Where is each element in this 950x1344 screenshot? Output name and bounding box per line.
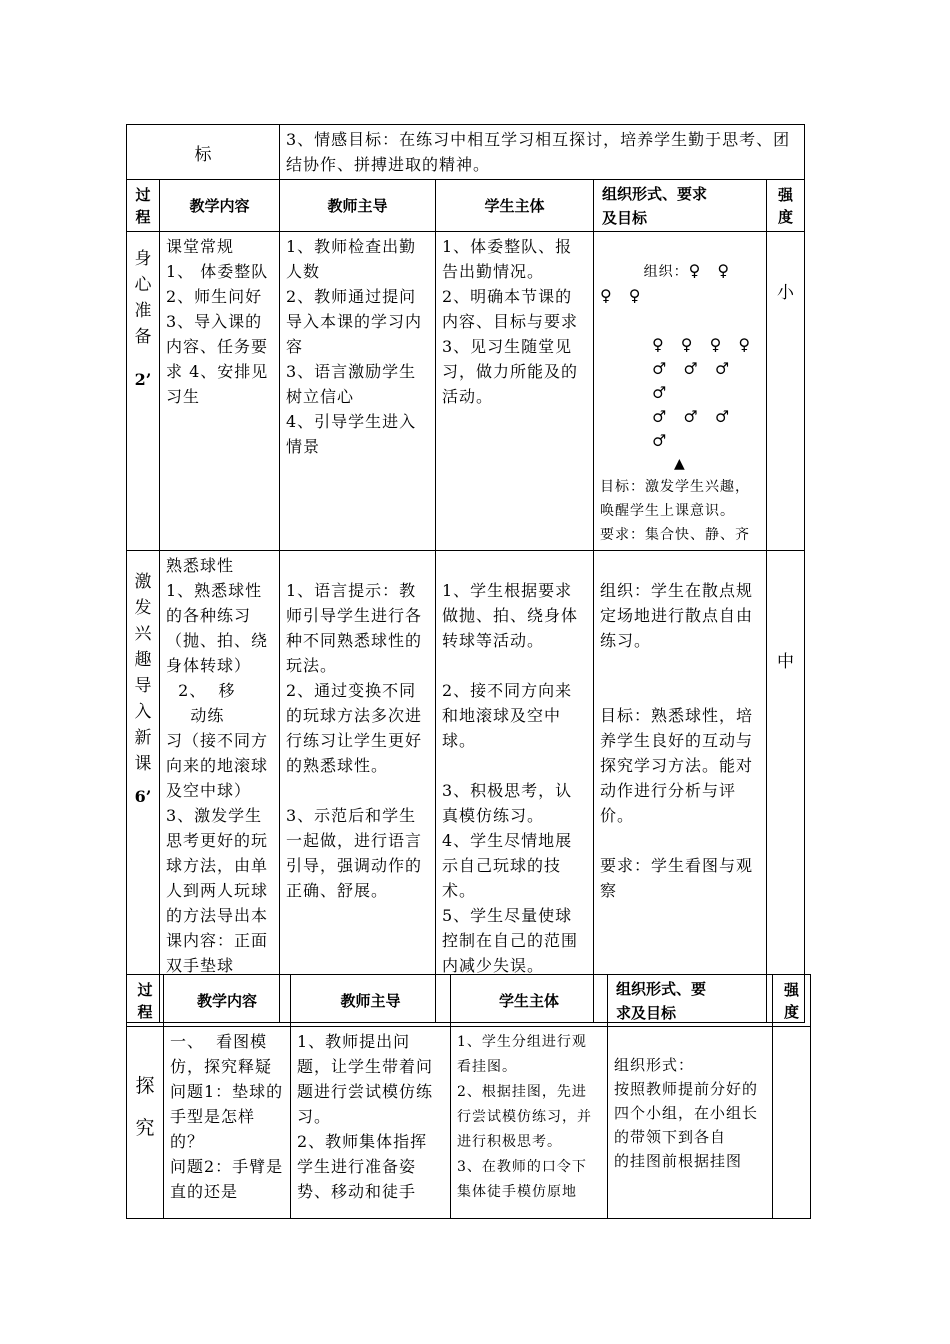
content-intro: 熟悉球性 1、熟悉球性的各种练习（抛、拍、绕身体转球） 2、 移 动练 习（接不同方向来的地滚球及空中球） 3、激发学生思考更好的玩球方法，由单人到两人玩球的方法导出本课内容：正面双手垫球: [166, 556, 269, 975]
formation-row-4: ♂ ♂ ♂ ♂: [652, 407, 736, 450]
content-explore: 一、 看图模仿，探究释疑 问题1：垫球的手型是怎样的？ 问题2：手臂是直的还是: [170, 1032, 284, 1201]
org-req-warmup: 要求：集合快、静、齐: [600, 527, 750, 543]
header-intensity: 强度: [767, 180, 805, 232]
org-intro: 组织：学生在散点规定场地进行散点自由练习。 目标：熟悉球性，培养学生良好的互动与探究学习方法。能对动作进行分析与评价。 要求：学生看图与观察: [600, 581, 754, 900]
intensity-warmup: 小: [777, 283, 794, 303]
header-org: 组织形式、要求 及目标: [594, 180, 767, 232]
org-warmup: [594, 232, 766, 333]
formation-diagram: [594, 333, 766, 475]
student-warmup: 1、体委整队、报告出勤情况。 2、明确本节课的内容、目标与要求 3、见习生随堂见习，做力所能及的活动。: [442, 237, 579, 406]
header2-process: 过程: [127, 975, 164, 1027]
student-intro: 1、学生根据要求做抛、拍、绕身体转球等活动。 2、接不同方向来和地滚球及空中球。 3、积极思考，认真模仿练习。 4、学生尽情地展示自己玩球的技术。 5、学生尽量使球控制在自己的范围内减少失误。: [442, 581, 579, 975]
stage-label-warmup: 身 心 准 备: [134, 249, 152, 347]
teacher-position-marker: ▲: [674, 456, 685, 472]
org-goal-warmup: 目标：激发学生兴趣，唤醒学生上课意识。: [600, 479, 750, 519]
stage-cell-warmup: [127, 232, 160, 551]
header2-content: 教学内容: [164, 975, 291, 1027]
stage-label-explore: 探 究: [135, 1075, 155, 1139]
lesson-plan-table-2: [126, 974, 811, 1219]
org-explore: 组织形式： 按照教师提前分好的四个小组，在小组长的带领下到各自 的挂图前根据挂图: [614, 1056, 759, 1170]
teacher-explore: 1、教师提出问题，让学生带着问题进行尝试模仿练习。 2、教师集体指挥学生进行准备姿势、移动和徒手: [297, 1032, 434, 1201]
header2-teacher: 教师主导: [291, 975, 451, 1027]
header-teacher: 教师主导: [280, 180, 436, 232]
stage-cell-intro: [127, 551, 160, 1023]
lesson-plan-table-1: [126, 124, 805, 1023]
header-content: 教学内容: [160, 180, 280, 232]
formation-row-1: ♀ ♀ ♀ ♀: [600, 261, 747, 305]
header-process: 过程: [127, 180, 160, 232]
student-explore: 1、学生分组进行观看挂图。 2、根据挂图，先进行尝试模仿练习，并进行积极思考。 3、在教师的口令下集体徒手模仿原地: [457, 1034, 592, 1200]
intensity-intro: 中: [777, 652, 794, 672]
stage-cell-explore: [127, 1027, 164, 1219]
goal-label: 标: [194, 144, 212, 165]
header-student: 学生主体: [436, 180, 594, 232]
content-warmup: 课堂常规 1、 体委整队 2、师生问好 3、导入课的内容、任务要求 4、安排见习生: [166, 237, 269, 406]
duration-warmup: 2’: [134, 370, 152, 389]
stage-label-intro: 激 发 兴 趣 导 入 新 课: [134, 572, 152, 774]
teacher-intro: 1、语言提示：教师引导学生进行各种不同熟悉球性的玩法。 2、通过变换不同的玩球方法多次进行练习让学生更好的熟悉球性。 3、示范后和学生一起做，进行语言引导，强调动作的正确、舒展。: [286, 581, 423, 900]
formation-row-2: ♀ ♀ ♀ ♀: [652, 335, 757, 354]
duration-intro: 6’: [134, 787, 152, 806]
goal-label-cell: [127, 125, 280, 180]
teacher-warmup: 1、教师检查出勤人数 2、教师通过提问导入本课的学习内容 3、语言激励学生树立信心 4、引导学生进入情景: [286, 237, 423, 456]
header2-intensity: 强度: [773, 975, 811, 1027]
header2-student: 学生主体: [451, 975, 608, 1027]
goal-text-cell: [280, 125, 805, 180]
formation-row-3: ♂ ♂ ♂ ♂: [652, 359, 736, 402]
goal-text: 3、情感目标：在练习中相互学习相互探讨，培养学生勤于思考、团结协作、拼搏进取的精神。: [286, 130, 791, 174]
header2-org: 组织形式、要 求及目标: [608, 975, 773, 1027]
org-cell-warmup: [594, 232, 767, 551]
org-label-warmup: 组织：: [643, 264, 689, 280]
